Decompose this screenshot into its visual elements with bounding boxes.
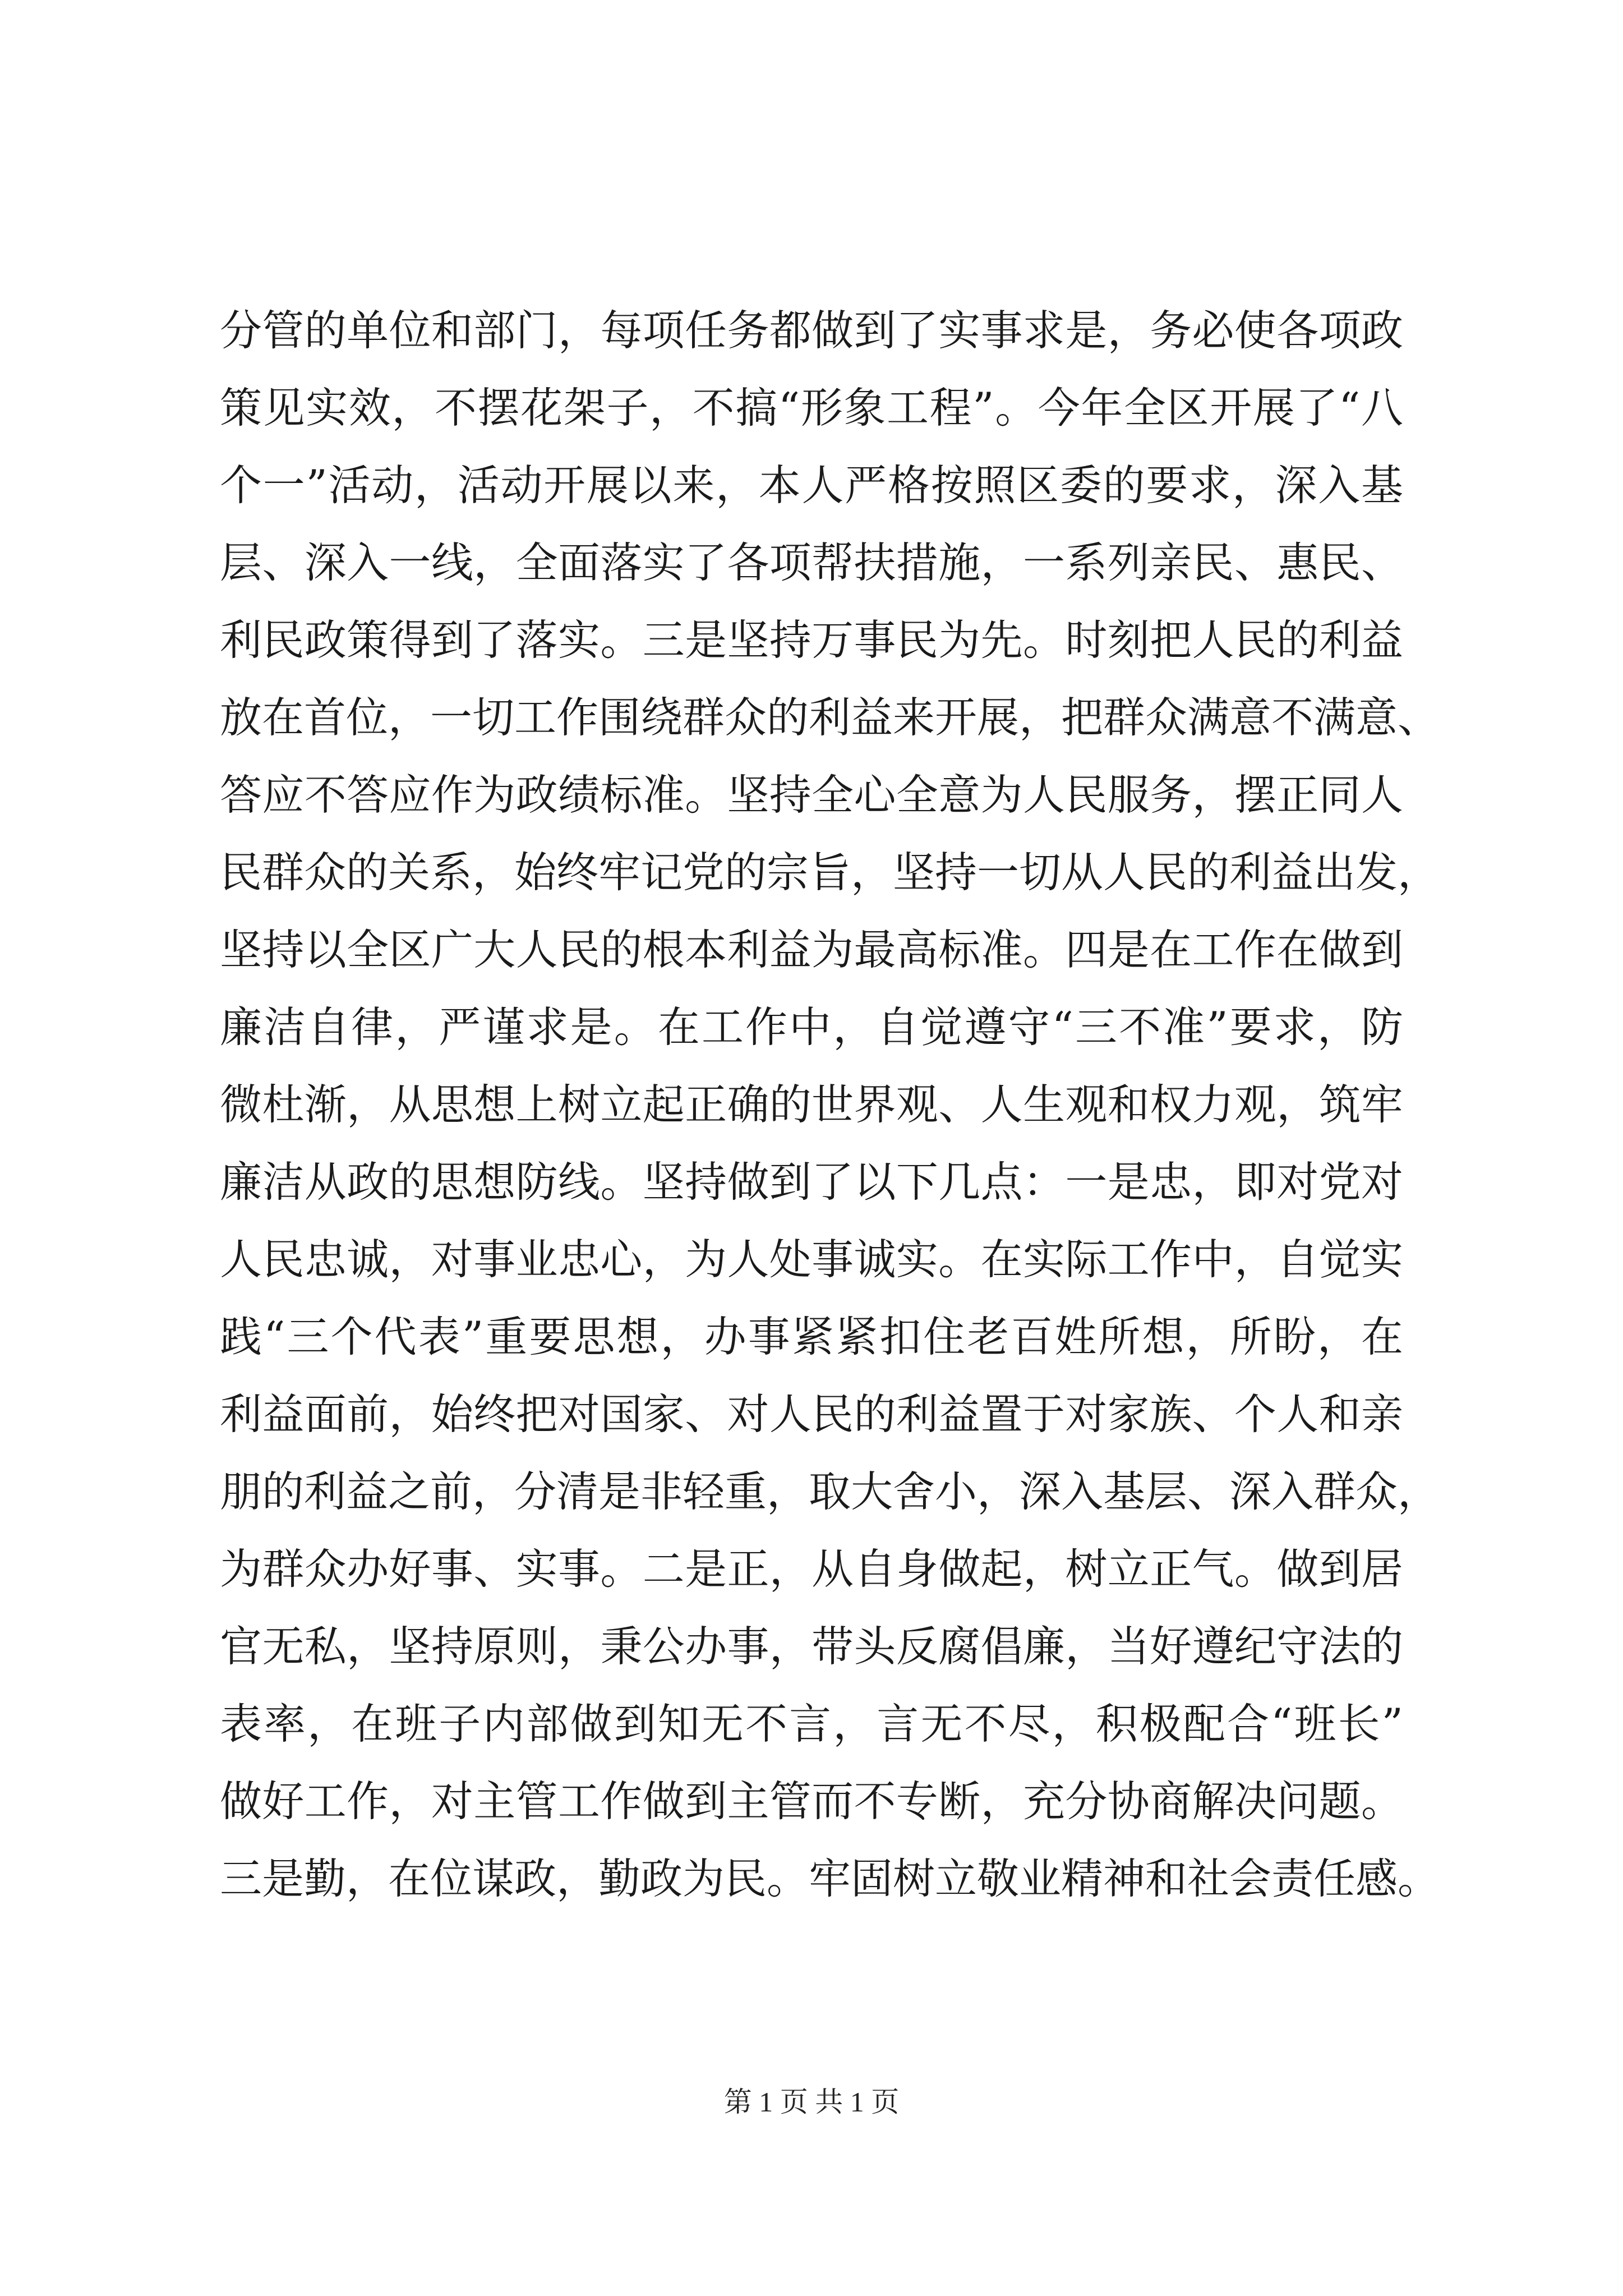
text-line: 廉洁自律，严谨求是。在工作中，自觉遵守“三不准”要求，防	[220, 1002, 1403, 1052]
text-line: 坚持以全区广大人民的根本利益为最高标准。四是在工作在做到	[220, 925, 1403, 974]
text-line: 人民忠诚，对事业忠心，为人处事诚实。在实际工作中，自觉实	[220, 1235, 1403, 1284]
text-line: 朋的利益之前，分清是非轻重，取大舍小，深入基层、深入群众，	[220, 1467, 1440, 1516]
text-line: 利民政策得到了落实。三是坚持万事民为先。时刻把人民的利益	[220, 615, 1403, 665]
body-text	[220, 292, 1440, 1917]
text-line: 官无私，坚持原则，秉公办事，带头反腐倡廉，当好遵纪守法的	[220, 1622, 1403, 1671]
text-line: 分管的单位和部门，每项任务都做到了实事求是，务必使各项政	[220, 306, 1403, 355]
text-line: 策见实效，不摆花架子，不搞“形象工程”。今年全区开展了“八	[220, 383, 1403, 432]
text-line: 答应不答应作为政绩标准。坚持全心全意为人民服务，摆正同人	[220, 770, 1403, 820]
page-footer: 第 1 页 共 1 页	[723, 2086, 900, 2118]
text-line: 廉洁从政的思想防线。坚持做到了以下几点：一是忠，即对党对	[220, 1157, 1403, 1207]
text-line: 做好工作，对主管工作做到主管而不专断，充分协商解决问题。	[220, 1777, 1403, 1826]
text-line: 层、深入一线，全面落实了各项帮扶措施，一系列亲民、惠民、	[220, 538, 1403, 587]
text-line: 微杜渐，从思想上树立起正确的世界观、人生观和权力观，筑牢	[220, 1080, 1403, 1129]
text-line: 放在首位，一切工作围绕群众的利益来开展，把群众满意不满意、	[220, 693, 1440, 742]
text-line: 三是勤，在位谋政，勤政为民。牢固树立敬业精神和社会责任感。	[220, 1854, 1440, 1903]
text-line: 践“三个代表”重要思想，办事紧紧扣住老百姓所想，所盼，在	[220, 1312, 1403, 1361]
text-line: 为群众办好事、实事。二是正，从自身做起，树立正气。做到居	[220, 1544, 1403, 1594]
text-line: 表率，在班子内部做到知无不言，言无不尽，积极配合“班长”	[220, 1699, 1403, 1749]
text-line: 利益面前，始终把对国家、对人民的利益置于对家族、个人和亲	[220, 1389, 1403, 1439]
text-line: 个一”活动，活动开展以来，本人严格按照区委的要求，深入基	[220, 461, 1403, 510]
text-line: 民群众的关系，始终牢记党的宗旨，坚持一切从人民的利益出发，	[220, 848, 1440, 897]
